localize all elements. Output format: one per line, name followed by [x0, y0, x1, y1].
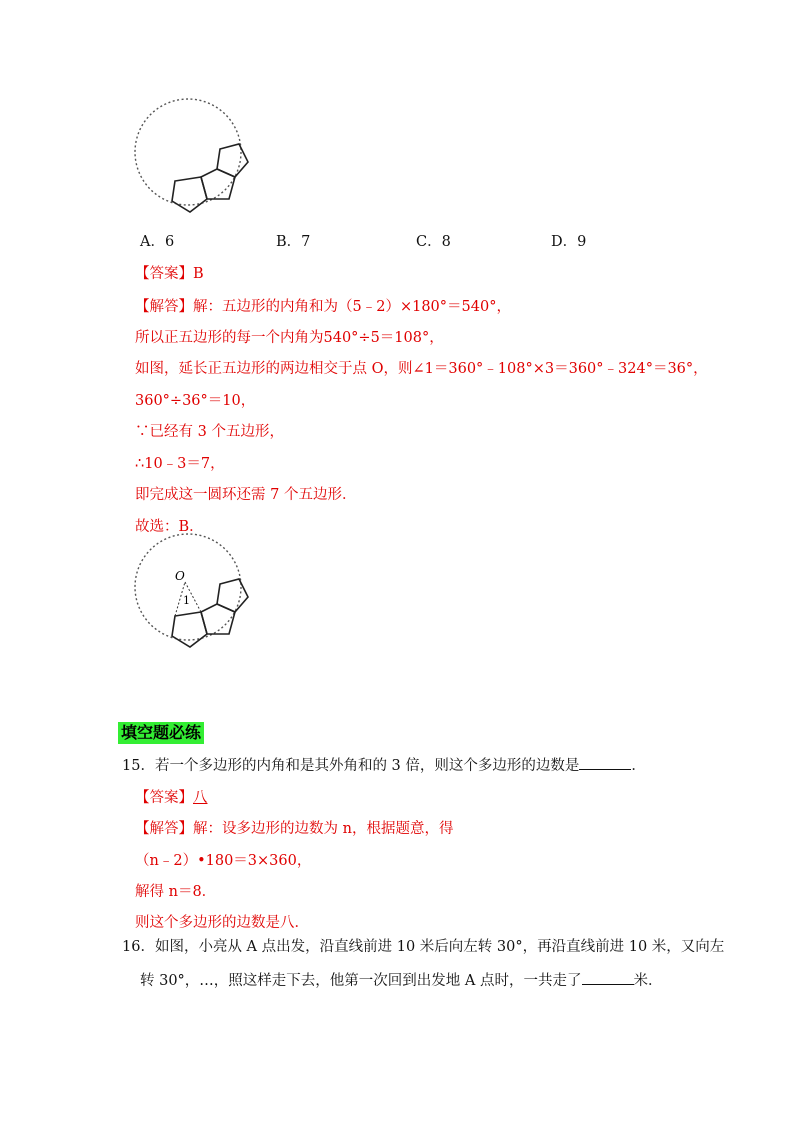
section-heading: 填空题必练	[118, 722, 204, 744]
option-c: C．8	[416, 234, 451, 250]
q15-solution-line: 则这个多边形的边数是八．	[135, 915, 309, 931]
q14-solution-line: 【解答】解：五边形的内角和为（5﹣2）×180°＝540°，	[135, 299, 511, 315]
q14-solution-line: 故选：B．	[135, 519, 204, 535]
q15-answer: 【答案】八	[135, 790, 208, 806]
q14-solution-line: 360°÷36°＝10，	[135, 393, 256, 409]
angle-1-label: 1	[183, 594, 190, 607]
q14-solution-line: 即完成这一圆环还需 7 个五边形．	[135, 487, 357, 503]
q15-solution-line: 解得 n＝8．	[135, 884, 217, 900]
q14-solution-line: 如图，延长正五边形的两边相交于点 O，则∠1＝360°﹣108°×3＝360°﹣324°＝36°，	[135, 361, 708, 377]
pentagon-ring-figure	[135, 95, 265, 225]
q15-solution-line: （n﹣2）•180＝3×360，	[135, 853, 312, 869]
pentagon-ring-figure-annotated	[135, 530, 265, 660]
q15-blank[interactable]	[579, 755, 631, 770]
q14-answer: 【答案】B	[135, 266, 204, 282]
point-o-label: O	[175, 569, 185, 583]
q16-question-line: 16．如图，小亮从 A 点出发，沿直线前进 10 米后向左转 30°，再沿直线前进 10 米，又向左	[122, 939, 725, 955]
q14-solution-line: 所以正五边形的每一个内角为540°÷5＝108°，	[135, 330, 444, 346]
option-b: B．7	[276, 234, 311, 250]
q16-blank[interactable]	[582, 970, 634, 985]
option-a: A．6	[140, 234, 175, 250]
option-d: D．9	[551, 234, 587, 250]
q14-solution-line: ∴10﹣3＝7，	[135, 456, 225, 472]
q15-solution-line: 【解答】解：设多边形的边数为 n，根据题意，得	[135, 821, 454, 837]
q14-solution-line: ∵已经有 3 个五边形，	[135, 424, 284, 440]
q15-question: 15．若一个多边形的内角和是其外角和的 3 倍，则这个多边形的边数是 ．	[122, 755, 646, 776]
q16-question-line: 转 30°，…，照这样走下去，他第一次回到出发地 A 点时，一共走了 米．	[140, 970, 663, 991]
